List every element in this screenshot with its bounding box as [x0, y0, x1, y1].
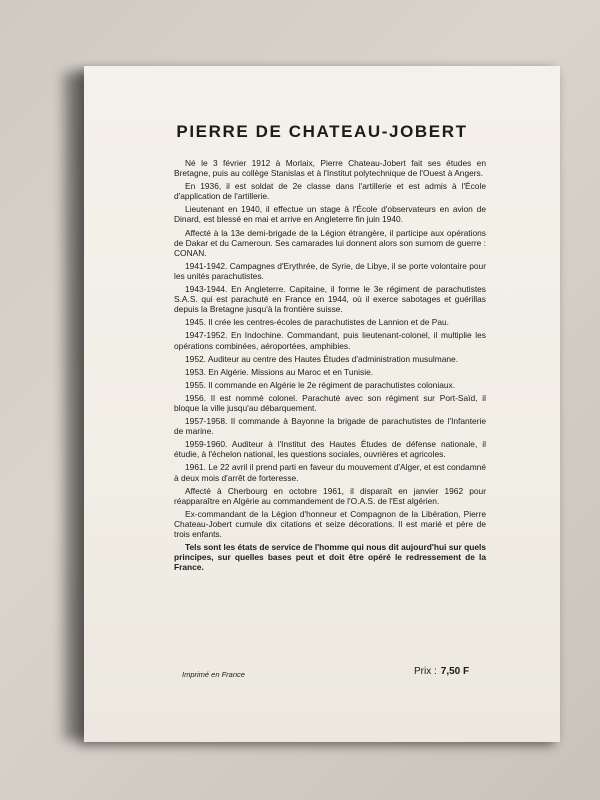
bio-paragraph: 1941-1942. Campagnes d'Erythrée, de Syrie, de Libye, il se porte volontaire pour les unités parachutistes.	[174, 260, 486, 281]
bio-paragraph: Affecté à Cherbourg en octobre 1961, il disparaît en janvier 1962 pour réapparaître en Algérie au commandement de l'O.A.S. de l'Est algérien.	[174, 485, 486, 506]
price-block	[414, 666, 469, 677]
biography-text	[174, 158, 486, 575]
book-back-cover	[84, 66, 560, 742]
printed-in-france: Imprimé en France	[182, 670, 245, 679]
bio-paragraph: Lieutenant en 1940, il effectue un stage à l'École d'observateurs en avion de Dinard, est blessé en mai et arrive en Angleterre fin juin 1940.	[174, 204, 486, 225]
bio-paragraph: Né le 3 février 1912 à Morlaix, Pierre Chateau-Jobert fait ses études en Bretagne, puis au collège Stanislas et à l'Institut polytechnique de l'Ouest à Angers.	[174, 158, 486, 179]
bio-paragraph: En 1936, il est soldat de 2e classe dans l'artillerie et est admis à l'École d'application de l'artillerie.	[174, 181, 486, 202]
bio-paragraph: 1945. Il crée les centres-écoles de parachutistes de Lannion et de Pau.	[185, 317, 449, 328]
cover-title: PIERRE DE CHATEAU-JOBERT	[176, 122, 468, 141]
bio-paragraph: 1953. En Algérie. Missions au Maroc et en Tunisie.	[185, 366, 374, 377]
bio-paragraph: 1943-1944. En Angleterre. Capitaine, il forme le 3e régiment de parachutistes S.A.S. qui est parachuté en France en 1944, où il exerce sabotages et guérillas depuis la Bretagne jusqu'à la frontière suisse.	[174, 284, 486, 315]
bio-paragraph: 1955. Il commande en Algérie le 2e régiment de parachutistes coloniaux.	[185, 379, 456, 390]
price-value: 7,50 F	[440, 666, 470, 677]
bio-paragraph: Ex-commandant de la Légion d'honneur et Compagnon de la Libération, Pierre Chateau-Jobert cumule dix citations et seize décorations. Il est marié et père de trois enfants.	[174, 508, 486, 539]
bio-paragraph: 1952. Auditeur au centre des Hautes Études d'administration musulmane.	[185, 353, 459, 364]
bio-paragraph: 1959-1960. Auditeur à l'Institut des Hautes Études de défense nationale, il étudie, à l'échelon national, les questions sociales, ouvrières et agricoles.	[174, 439, 486, 460]
price-label: Prix :	[414, 666, 437, 677]
closing-statement: Tels sont les états de service de l'homme qui nous dit aujourd'hui sur quels principes, sur quelles bases peut et doit être opéré le redressement de la France.	[174, 542, 486, 573]
bio-paragraph: Affecté à la 13e demi-brigade de la Légion étrangère, il participe aux opérations de Dakar et du Cameroun. Ses camarades lui donnent alors son surnom de guerre : CONAN.	[174, 227, 486, 258]
bio-paragraph: 1947-1952. En Indochine. Commandant, puis lieutenant-colonel, il multiplie les opérations combinées, aéroportées, amphibies.	[174, 330, 486, 351]
bio-paragraph: 1957-1958. Il commande à Bayonne la brigade de parachutistes de l'Infanterie de marine.	[174, 416, 486, 437]
bio-paragraph: 1956. Il est nommé colonel. Parachuté avec son régiment sur Port-Saïd, il bloque la ville jusqu'au débarquement.	[174, 392, 486, 413]
bio-paragraph: 1961. Le 22 avril il prend parti en faveur du mouvement d'Alger, et est condamné à deux mois d'arrêt de forteresse.	[174, 462, 486, 483]
